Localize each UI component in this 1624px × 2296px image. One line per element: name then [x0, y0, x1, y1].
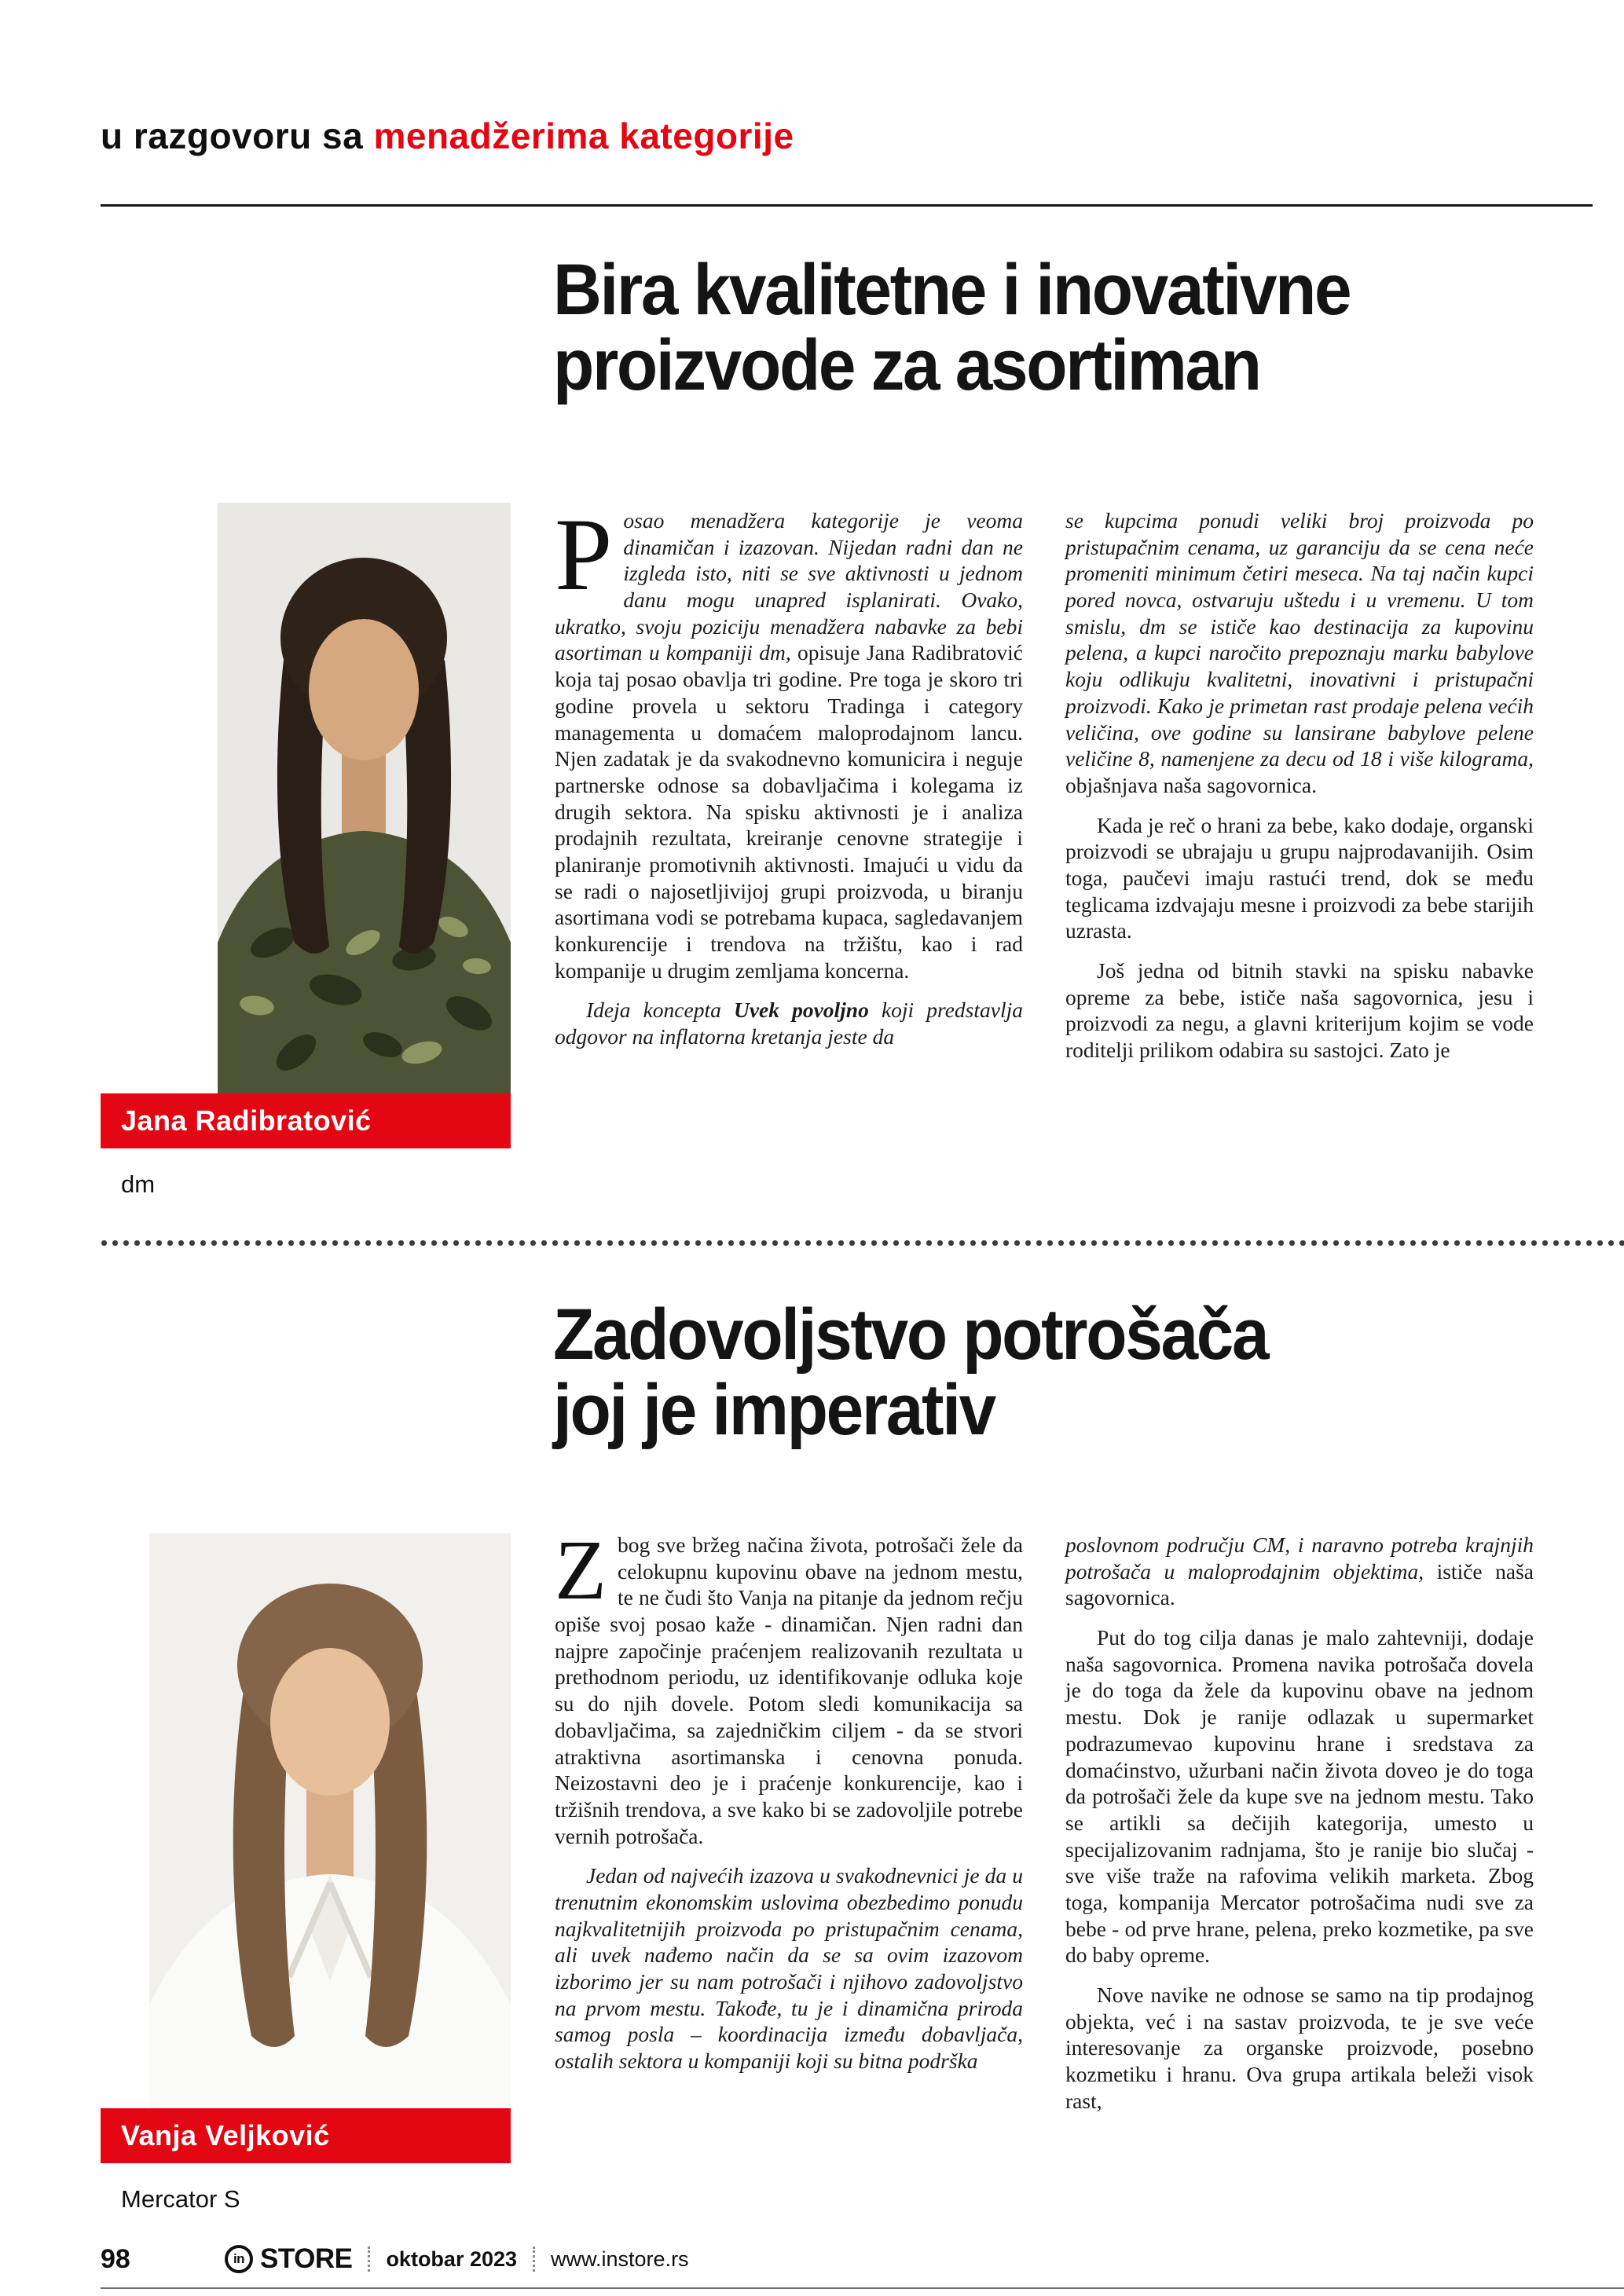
quote-paragraph: [555, 997, 1023, 1049]
photo-jana-radibratovic: [218, 503, 511, 1093]
quote-paragraph: [1065, 1532, 1534, 1611]
portrait-illustration: [149, 1533, 511, 2108]
title-line: Bira kvalitetne i inovativne: [553, 250, 1351, 330]
footer-rule: [101, 2287, 1624, 2289]
quote-paragraph: [1065, 507, 1534, 799]
quote-paragraph: Jedan od najvećih izazova u svakodnevnici je da u trenutnim ekonomskim uslovima obezbedimo ponudu najkvalitetnijih proizvoda po pristupačnim cenama, ali uvek nađemo način da se sa ovim izazovom izborimo jer su nam potrošači i njihovo zadovoljstvo na prvom mestu. Takođe, tu je i dinamična priroda samog posla – koordinacija između dobavljača, ostalih sektora u kompaniji koji su bitna podrška: [555, 1863, 1023, 2074]
body-text: objašnjava naša sagovornica.: [1065, 772, 1317, 797]
section-kicker: [101, 115, 794, 157]
name-banner: [101, 1093, 511, 1148]
quote-text: se kupcima ponudi veliki broj proizvoda po pristupačnim cenama, uz garanciju da se cena neće promeniti minimum četiri meseca. Na taj način kupci pored novca, ostvaruju uštedu i u vremenu. U tom smislu, dm se ističe kao destinacija za kupovinu pelena, a kupci naročito prepoznaju marku babylove koju odlikuju kvalitetni, inovativni i pristupačni proizvodi. Kako je primetan rast prodaje pelena većih veličina, ove godine su lansirane babylove pelene veličine 8, namenjene za decu od 18 i više kilograma,: [1065, 508, 1534, 771]
name-banner: [101, 2108, 511, 2163]
portrait-illustration: [218, 503, 511, 1093]
article1-column-1: [555, 496, 1024, 1050]
dotted-divider: [101, 1240, 1624, 1247]
title-line: Zadovoljstvo potrošača: [553, 1294, 1268, 1375]
body-paragraph: Kada je reč o hrani za bebe, kako dodaje, organski proizvodi se ubrajaju u grupu najprodavanijih. Osim toga, paučevi imaju rastući trend, dok se među teglicama izdvajaju mesne i proizvodi za bebe starijih uzrasta.: [1065, 812, 1534, 943]
quote-text: Ideja koncepta: [586, 998, 734, 1023]
lead-paragraph: [555, 496, 1024, 983]
photo-vanja-veljkovic: [149, 1533, 511, 2108]
issue-date: oktobar 2023: [386, 2247, 518, 2271]
store-logo-text: STORE: [260, 2243, 353, 2274]
body-paragraph: Nove navike ne odnose se samo na tip prodajnog objekta, već i na sastav proizvoda, te je sve veće interesovanje za organske proizvode, posebno kozmetiku i hranu. Ova grupa artikala beleži visok rast,: [1065, 1983, 1534, 2113]
title-line: proizvode za asortiman: [553, 324, 1260, 405]
body-paragraph: Još jedna od bitnih stavki na spisku nabavke opreme za bebe, ističe naša sagovornica, jesu i proizvodi za negu, a glavni kriterijum kojim se vode roditelji prilikom odabira su sastojci. Zato je: [1065, 958, 1534, 1063]
quote-text: osao menadžera kategorije je veoma dinamičan i izazovan. Nijedan radni dan ne izgleda isto, niti se sve aktivnosti u jednom danu mogu unapred isplanirati. Ovako, ukratko, svoju poziciju menadžera nabavke za bebi asortiman u kompaniji dm,: [555, 508, 1023, 665]
page-number: 98: [101, 2243, 130, 2274]
person-name: Vanja Veljković: [121, 2119, 330, 2151]
title-line: joj je imperativ: [553, 1369, 995, 1450]
article1-title: [553, 250, 1351, 405]
footer-divider: [368, 2247, 370, 2272]
body-text: opisuje Jana Radibratović koja taj posao obavlja tri godine. Pre toga je skoro tri godine provela u sektoru Tradinga i category managementa u domaćem maloprodajnom lancu. Njen zadatak je da svakodnevno komunicira i neguje partnerske odnose sa dobavljačima i kolegama iz drugih sektora. Na spisku aktivnosti je i analiza prodajnih rezultata, kreiranje cenovne strategije i planiranje promotivnih aktivnosti. Imajući u vidu da se radi o najosetljivijoj grupi proizvoda, u biranju asortimana vodi se potrebama kupaca, sagledavanjem konkurencije i trendova na tržištu, kao i rad kompanije u drugim zemljama koncerna.: [555, 640, 1024, 983]
quote-text-bold: Uvek povoljno: [733, 998, 869, 1023]
footer-divider: [533, 2247, 535, 2272]
dropcap: Z: [555, 1524, 607, 1617]
body-paragraph: Put do tog cilja danas je malo zahtevniji, dodaje naša sagovornica. Promena navika potrošača dovela je do toga da žele da kupovinu obave na jednom mestu. Dok je ranije odlazak u supermarket podrazumevao kupovinu hrane i sredstava za domaćinstvo, užurbani način života doveo je do toga da potrošači žele da kupe sve na jednom mestu. Tako se artikli sa dečijih kategorija, umesto u specijalizovanim radnjama, što je ranije bio slučaj - sve više traže na rafovima velikih marketa. Zbog toga, kompanija Mercator potrošačima nudi sve za bebe - od prve hrane, pelena, preko kozmetike, pa sve do baby opreme.: [1065, 1625, 1534, 1968]
instore-logo-icon: in: [225, 2245, 253, 2273]
kicker-prefix: u razgovoru sa: [101, 115, 374, 156]
article2-title: [553, 1294, 1268, 1450]
body-text: bog sve bržeg načina života, potrošači žele da celokupnu kupovinu obave na jednom mestu, te ne čudi što Vanja na pitanje da jednom rečju opiše svoj posao kaže - dinamičan. Njen radni dan najpre započinje praćenjem realizovanih rezultata u prethodnom periodu, uz identifikovanje odluka koje su do njih dovele. Potom sledi komunikacija sa dobavljačima, sa zajedničkim ciljem - da se stvori atraktivna asortimanska i cenovna ponuda. Neizostavni deo je i praćenje konkurencije, kao i tržišnih trendova, a sve kako bi se zadovoljile potrebe vernih potrošača.: [555, 1532, 1023, 1848]
article2-column-2: [1065, 1532, 1534, 2114]
header-rule: [101, 204, 1593, 207]
person-company: Mercator S: [121, 2185, 240, 2213]
quote-text: poslovnom području CM, i naravno potreba krajnjih potrošača u maloprodajnim objektima,: [1065, 1532, 1534, 1584]
dropcap: P: [555, 496, 613, 612]
quote-text: koji predstavlja odgovor na inflatorna kretanja jeste da: [555, 998, 1023, 1049]
website-link[interactable]: www.instore.rs: [551, 2247, 689, 2271]
article2-column-1: [555, 1524, 1023, 2074]
kicker-highlight: menadžerima kategorije: [373, 115, 794, 156]
person-company: dm: [121, 1170, 156, 1198]
store-logo: [225, 2243, 352, 2275]
person-name: Jana Radibratović: [121, 1104, 372, 1137]
footer: [101, 2243, 689, 2275]
body-text: ističe naša sagovornica.: [1065, 1558, 1534, 1610]
article1-column-2: [1065, 507, 1534, 1064]
lead-paragraph: [555, 1524, 1023, 1849]
